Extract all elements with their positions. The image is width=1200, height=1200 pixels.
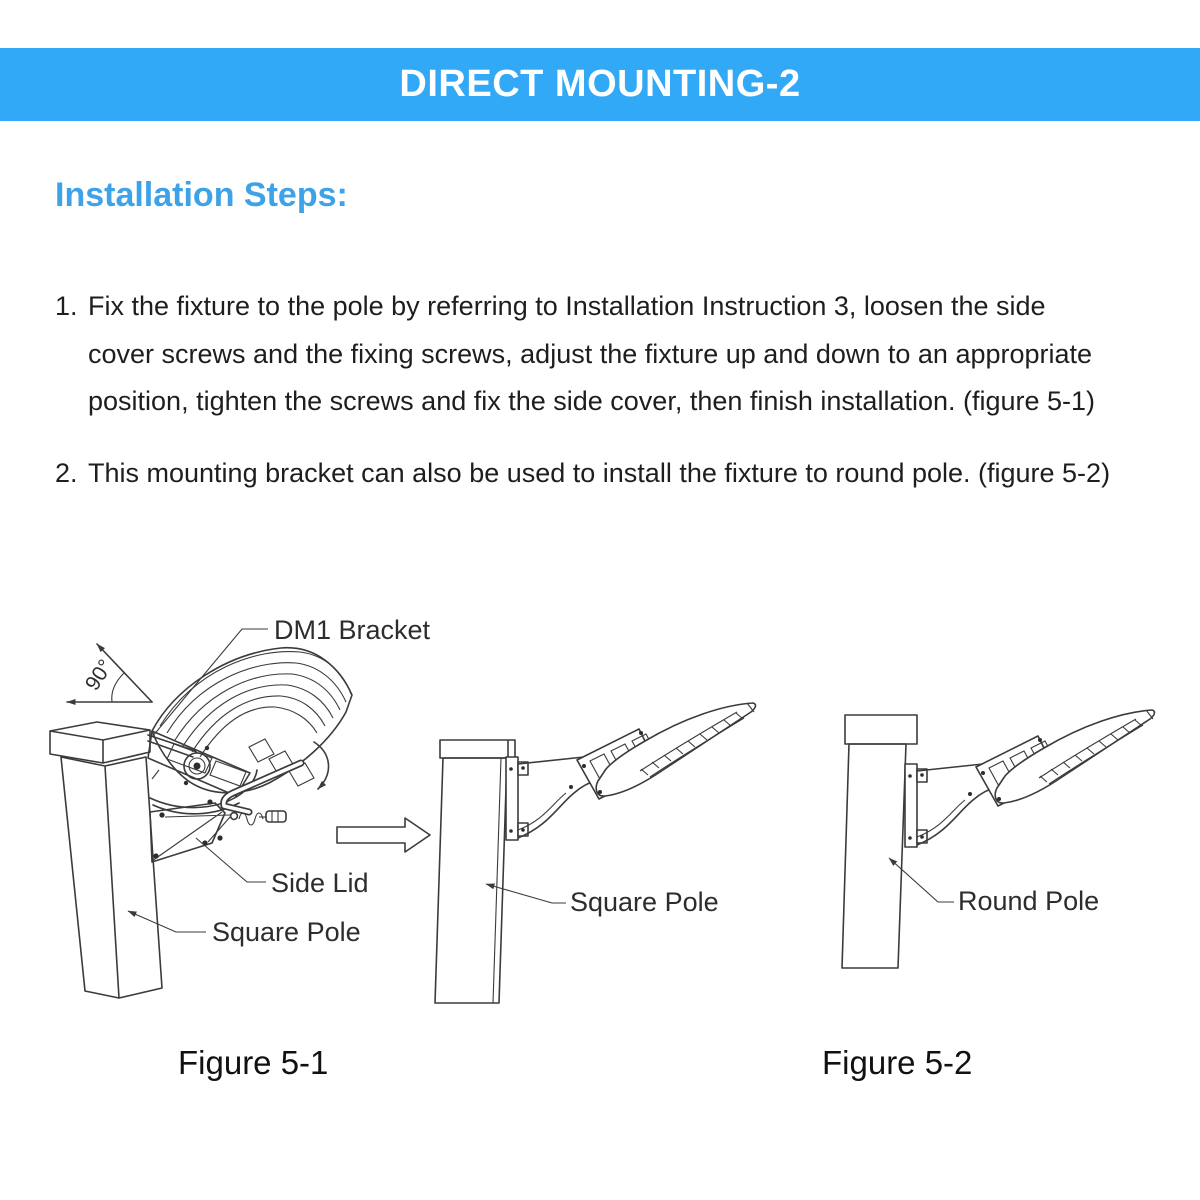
square-pole-assembled-diagram: [435, 703, 755, 1003]
pole-cap: [845, 715, 917, 744]
square-pole-middle-labels: [486, 884, 719, 917]
step-2-number: 2.: [55, 457, 78, 488]
step-1-text: [88, 283, 1095, 426]
pole-cap: [440, 740, 515, 758]
pivot-center-bolt: [194, 763, 201, 770]
round-pole-label: Round Pole: [958, 886, 1100, 916]
square-pole-middle-label: Square Pole: [570, 887, 719, 917]
installation-diagrams: [0, 580, 1200, 1100]
step-1-line-2: cover screws and the fixing screws, adjust the fixture up and down to an appropriate: [88, 338, 1093, 369]
transition-arrow-icon: [337, 818, 430, 852]
step-1: [55, 283, 1185, 426]
pole-weld-tick: [152, 770, 159, 779]
figure-5-2-diagram: [842, 710, 1154, 968]
installation-steps: [55, 283, 1185, 497]
square-pole-middle-leader: [486, 884, 566, 903]
bracket-and-fixture-head: [506, 703, 755, 840]
bracket-and-fixture-head-round: [905, 710, 1154, 847]
pole-body: [842, 744, 906, 968]
square-pole-middle: [435, 740, 515, 1003]
angle-label: 90°: [80, 655, 118, 695]
arm-top-edge: [518, 757, 584, 764]
figure-5-1-caption: Figure 5-1: [178, 1044, 329, 1081]
step-2-line-1: This mounting bracket can also be used to install the fixture to round pole. (figure 5-2): [88, 457, 1111, 488]
step-1-number: 1.: [55, 291, 78, 321]
side-lid-screws: [153, 799, 222, 858]
step-1-line-1: Fix the fixture to the pole by referring to Installation Instruction 3, loosen the side: [88, 291, 1046, 321]
screwdriver-icon: [259, 811, 286, 822]
arm-swan-curve: [518, 780, 598, 838]
square-pole-left: [50, 722, 162, 998]
page-title: DIRECT MOUNTING-2: [399, 63, 801, 105]
square-pole-left-leader: [128, 911, 206, 932]
figure-5-1-diagram: [50, 615, 431, 998]
pivot-bolt-2: [205, 746, 209, 750]
title-banner: [0, 48, 1200, 121]
screwdriver-handle: [266, 811, 286, 822]
pivot-bolt-1: [184, 781, 188, 785]
angle-annotation: [67, 644, 152, 702]
step-2: [55, 450, 1185, 498]
pole-body: [435, 758, 507, 1003]
screw-head: [231, 813, 238, 820]
step-2-text: [88, 450, 1110, 498]
section-heading: Installation Steps:: [55, 176, 348, 214]
pole-body: [61, 757, 162, 998]
square-pole-left-label: Square Pole: [212, 917, 361, 947]
figure-5-2-caption: Figure 5-2: [822, 1044, 973, 1081]
round-pole-labels: [889, 858, 1099, 916]
pole-cap: [50, 722, 150, 763]
dm1-bracket-label: DM1 Bracket: [274, 615, 431, 645]
angle-arc: [112, 673, 124, 702]
side-lid-label: Side Lid: [271, 868, 369, 898]
round-pole-leader: [889, 858, 954, 902]
step-1-line-3: position, tighten the screws and fix the side cover, then finish installation. (figure 5-1): [88, 386, 1096, 416]
